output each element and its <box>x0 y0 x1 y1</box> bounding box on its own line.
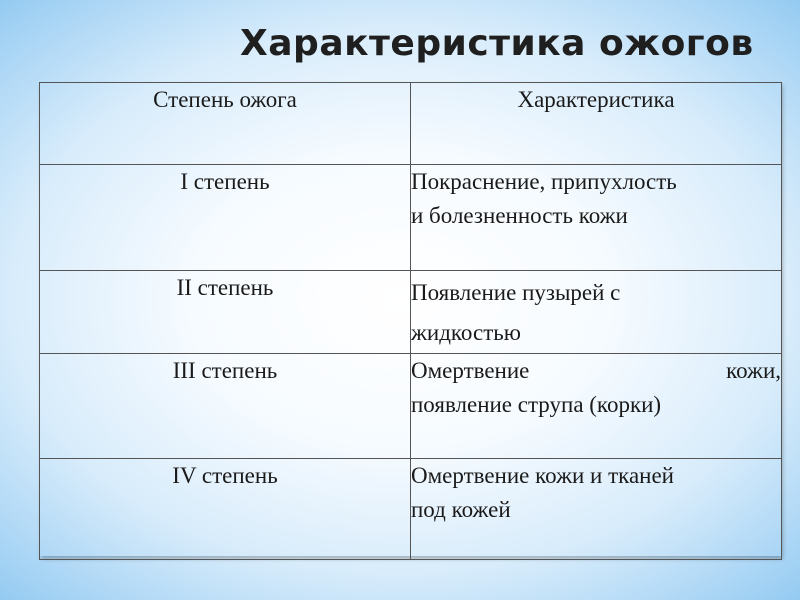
description-cell <box>411 354 782 459</box>
table-header-row <box>40 83 782 165</box>
description-line: Появление пузырей с <box>411 280 621 305</box>
description-cell <box>411 459 782 560</box>
grade-cell: III степень <box>40 354 411 459</box>
header-burn-degree: Степень ожога <box>40 83 411 165</box>
description-line: Покраснение, припухлость <box>411 169 677 194</box>
description-cell <box>411 165 782 271</box>
description-line: появление струпа (корки) <box>411 392 662 417</box>
description-line: Омертвение кожи и тканей <box>411 463 674 488</box>
grade-cell: I степень <box>40 165 411 271</box>
table-row <box>40 354 782 459</box>
burn-degrees-table-container <box>39 82 781 556</box>
description-line: Омертвение кожи, <box>411 358 781 383</box>
table-row <box>40 459 782 560</box>
description-cell <box>411 271 782 354</box>
header-characteristic: Характеристика <box>411 83 782 165</box>
burn-degrees-table <box>39 82 782 560</box>
description-line: и болезненность кожи <box>411 203 628 228</box>
description-line: под кожей <box>411 497 511 522</box>
description-line: жидкостью <box>411 320 521 345</box>
table-row <box>40 165 782 271</box>
grade-cell: II степень <box>40 271 411 354</box>
table-row <box>40 271 782 354</box>
slide-title: Характеристика ожогов <box>240 23 754 64</box>
grade-cell: IV степень <box>40 459 411 560</box>
